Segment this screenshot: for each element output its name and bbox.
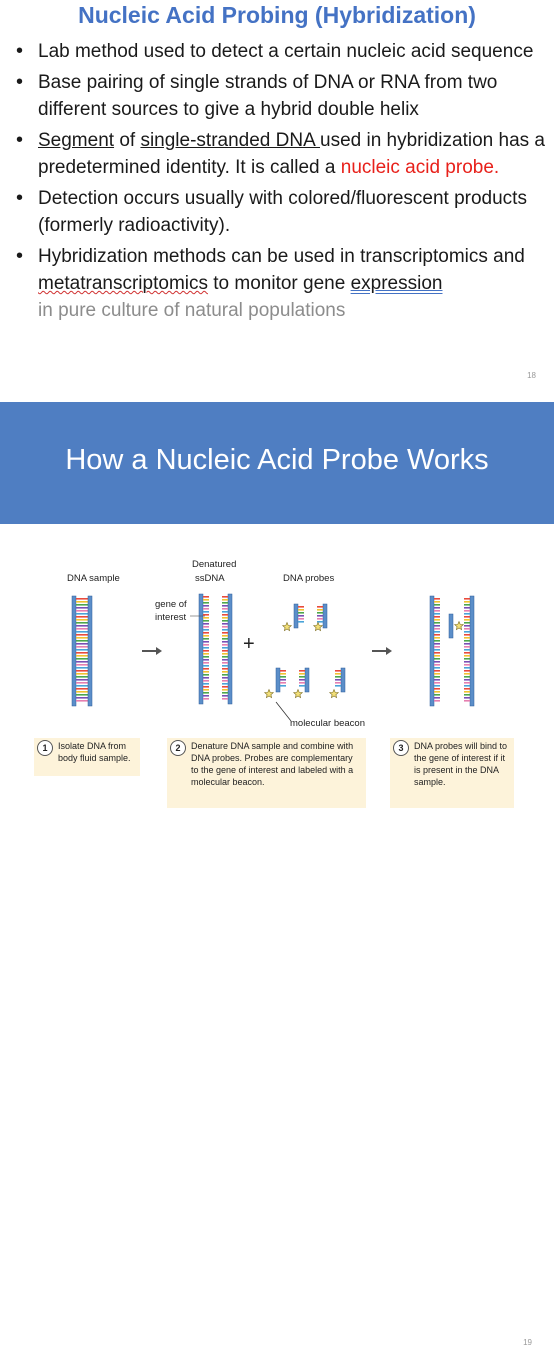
probe-bottom-3-rungs [335,685,341,687]
ssdna-right-rungs [222,596,228,598]
ssdna-left-rungs [203,629,209,631]
dna-sample-helix-rungs [76,637,88,639]
dna-sample-helix-rungs [76,661,88,663]
spellcheck-word: metatranscriptomics [38,273,208,294]
result-strand-2-rungs [464,658,470,660]
dna-sample-helix-rungs [76,652,88,654]
ssdna-right-rungs [222,638,228,640]
result-strand-2-rungs [464,634,470,636]
probe-top-2-rungs [317,615,323,617]
result-strand-rungs [434,661,440,663]
dna-sample-helix-rungs [76,610,88,612]
label-denatured: Denatured [192,559,237,570]
step-number: 1 [37,740,53,756]
underlined-text: single-stranded DNA [140,130,320,151]
ssdna-left-rungs [203,614,209,616]
ssdna-left-rungs [203,677,209,679]
step-text: DNA probes will bind to the gene of interest if it is present in the DNA sample. [414,741,508,787]
ssdna-left-rungs [203,686,209,688]
ssdna-right-rungs [222,662,228,664]
result-strand-rungs [434,628,440,630]
ssdna-right-rungs [222,641,228,643]
result-strand-2-rungs [464,640,470,642]
result-strand-rungs [434,655,440,657]
result-strand-rungs [434,670,440,672]
ssdna-right-strand [228,594,232,704]
bullet-text: to monitor gene [208,273,351,294]
result-strand-rungs [434,634,440,636]
ssdna-right-rungs [222,668,228,670]
bullet-text: Lab method used to detect a certain nucleic acid sequence [38,41,534,62]
dna-sample-helix-rungs [76,616,88,618]
ssdna-right-rungs [222,614,228,616]
ssdna-right-rungs [222,698,228,700]
ssdna-left-rungs [203,683,209,685]
result-strand-rungs [434,631,440,633]
result-strand-rungs [434,700,440,702]
ssdna-left-rungs [203,692,209,694]
result-strand-2-strand [470,596,474,706]
ssdna-left-rungs [203,659,209,661]
ssdna-left-rungs [203,599,209,601]
result-strand-rungs [434,601,440,603]
ssdna-right-rungs [222,644,228,646]
bound-probe [449,614,453,638]
result-strand-2-rungs [464,646,470,648]
result-strand-2-rungs [464,667,470,669]
result-strand-rungs [434,613,440,615]
result-strand-2-rungs [464,673,470,675]
probe-top-2-rungs [317,606,323,608]
result-strand-rungs [434,682,440,684]
step-number: 3 [393,740,409,756]
probe-top-1-rungs [298,615,304,617]
beacon-star [330,690,339,698]
result-strand-strand [430,596,434,706]
probe-bottom-2-rungs [299,679,305,681]
ssdna-left-rungs [203,623,209,625]
result-strand-2-rungs [464,622,470,624]
ssdna-right-rungs [222,656,228,658]
result-strand-2-rungs [464,616,470,618]
plus-sign: + [243,633,255,655]
ssdna-right-rungs [222,623,228,625]
ssdna-left-rungs [203,656,209,658]
faded-text: in pure culture of natural populations [38,300,346,321]
page-number: 18 [527,371,536,380]
dna-sample-helix-rungs [76,601,88,603]
probe-bottom-1-rungs [280,679,286,681]
result-strand-rungs [434,637,440,639]
probe-bottom-3-strand [341,668,345,692]
beacon-star [265,690,274,698]
ssdna-left-rungs [203,605,209,607]
result-strand-2-rungs [464,664,470,666]
result-strand-2-rungs [464,676,470,678]
arrow-step-2-head [386,647,392,655]
label-gene-of: gene of [155,599,187,610]
step-3-box [390,738,514,808]
ssdna-left-rungs [203,611,209,613]
dna-sample-helix-rungs [76,697,88,699]
result-strand-2-rungs [464,652,470,654]
probe-bottom-3-rungs [335,673,341,675]
result-strand-rungs [434,697,440,699]
ssdna-right-rungs [222,608,228,610]
bullet-item [10,38,545,65]
dna-sample-helix-rungs [76,673,88,675]
result-strand-rungs [434,649,440,651]
result-strand-2-rungs [464,691,470,693]
probe-top-2-rungs [317,609,323,611]
beacon-star [294,690,303,698]
bullet-text: of [114,130,141,151]
dna-sample-helix-rungs [76,670,88,672]
result-strand-2-rungs [464,697,470,699]
ssdna-left-rungs [203,608,209,610]
dna-sample-helix-rungs [76,679,88,681]
result-strand-rungs [434,598,440,600]
probe-bottom-1-rungs [280,673,286,675]
result-strand-2-rungs [464,598,470,600]
result-strand-rungs [434,694,440,696]
result-strand-rungs [434,691,440,693]
ssdna-right-rungs [222,599,228,601]
dna-sample-helix-rungs [76,643,88,645]
probe-top-1-rungs [298,609,304,611]
result-strand-2-rungs [464,601,470,603]
beacon-star [283,623,292,631]
probe-diagram [0,524,554,1347]
dna-sample-helix-rungs [76,688,88,690]
probe-top-1-rungs [298,621,304,623]
probe-top-1-strand [294,604,298,628]
beacon-star [314,623,323,631]
result-strand-rungs [434,673,440,675]
step-text: Isolate DNA from body fluid sample. [58,741,131,763]
result-strand-2-rungs [464,670,470,672]
dna-sample-helix-rungs [76,613,88,615]
result-strand-2-rungs [464,700,470,702]
ssdna-right-rungs [222,683,228,685]
bullet-item [10,127,545,181]
result-strand-2-rungs [464,613,470,615]
slide-title: Nucleic Acid Probing (Hybridization) [78,2,476,28]
bullet-item [10,243,545,324]
ssdna-left-strand [199,594,203,704]
ssdna-left-rungs [203,596,209,598]
result-strand-2-rungs [464,631,470,633]
probe-bottom-2-rungs [299,673,305,675]
dna-sample-helix-rungs [76,682,88,684]
probe-bottom-2-strand [305,668,309,692]
probe-bottom-2-rungs [299,685,305,687]
result-strand-rungs [434,604,440,606]
probe-bottom-1-rungs [280,676,286,678]
ssdna-left-rungs [203,620,209,622]
page-number: 19 [523,1338,532,1347]
result-strand-rungs [434,688,440,690]
ssdna-left-rungs [203,644,209,646]
result-strand-rungs [434,646,440,648]
ssdna-right-rungs [222,677,228,679]
bullet-text: Base pairing of single strands of DNA or RNA from two different sources to give a hybrid double helix [38,72,498,120]
dna-sample-helix-rungs [76,649,88,651]
dna-sample-helix-rungs [76,640,88,642]
dna-sample-helix-rungs [76,694,88,696]
bullet-item [10,69,545,123]
slide-18 [0,0,554,393]
probe-bottom-3-rungs [335,670,341,672]
label-molecular-beacon: molecular beacon [290,718,365,729]
ssdna-right-rungs [222,689,228,691]
ssdna-left-rungs [203,617,209,619]
result-strand-2-rungs [464,610,470,612]
dna-sample-helix-rungs [76,655,88,657]
ssdna-left-rungs [203,626,209,628]
arrow-step-1-head [156,647,162,655]
probe-bottom-1-rungs [280,685,286,687]
probe-top-1-rungs [298,612,304,614]
dna-sample-helix-rungs [76,685,88,687]
probe-bottom-1-strand [276,668,280,692]
probe-top-2-strand [323,604,327,628]
slide-title: How a Nucleic Acid Probe Works [65,444,489,476]
ssdna-left-rungs [203,650,209,652]
dna-sample-helix-rungs [76,646,88,648]
result-strand-rungs [434,607,440,609]
dna-sample-helix-rungs [76,691,88,693]
ssdna-right-rungs [222,695,228,697]
dna-sample-helix-rungs [76,607,88,609]
result-strand-2-rungs [464,643,470,645]
beacon-star [455,622,464,630]
bullet-text: used in hybridization has a predetermined identity. It is called a [38,130,545,178]
ssdna-right-rungs [222,635,228,637]
result-strand-2-rungs [464,694,470,696]
result-strand-2-rungs [464,604,470,606]
result-strand-rungs [434,667,440,669]
dna-sample-helix-rungs [76,658,88,660]
probe-bottom-3-rungs [335,682,341,684]
step-text: Denature DNA sample and combine with DNA probes. Probes are complementary to the gene of interest and labeled with a molecular beacon. [191,741,354,787]
ssdna-right-rungs [222,650,228,652]
ssdna-right-rungs [222,686,228,688]
ssdna-left-rungs [203,674,209,676]
ssdna-left-rungs [203,698,209,700]
dna-sample-helix-rungs [76,634,88,636]
bullet-text: Detection occurs usually with colored/fluorescent products (formerly radioactivity). [38,188,527,236]
underlined-text: Segment [38,130,115,151]
probe-bottom-3-rungs [335,676,341,678]
result-strand-rungs [434,622,440,624]
ssdna-left-rungs [203,653,209,655]
dna-sample-helix-rungs [76,604,88,606]
ssdna-left-rungs [203,695,209,697]
probe-bottom-2-rungs [299,682,305,684]
ssdna-right-rungs [222,620,228,622]
probe-bottom-3-rungs [335,679,341,681]
dna-sample-helix-rungs [76,676,88,678]
ssdna-right-rungs [222,653,228,655]
grammar-word: expression [350,273,443,294]
beacon-pointer-line [276,702,291,721]
result-strand-2-rungs [464,625,470,627]
ssdna-left-rungs [203,680,209,682]
result-strand-rungs [434,652,440,654]
bullet-item [10,185,545,239]
ssdna-right-rungs [222,692,228,694]
ssdna-right-rungs [222,617,228,619]
result-strand-2-rungs [464,637,470,639]
result-strand-rungs [434,658,440,660]
probe-top-2-rungs [317,612,323,614]
ssdna-right-rungs [222,602,228,604]
ssdna-right-rungs [222,680,228,682]
result-strand-rungs [434,610,440,612]
result-strand-rungs [434,616,440,618]
step-1-box [34,738,140,776]
label-interest: interest [155,612,187,623]
ssdna-left-rungs [203,602,209,604]
ssdna-left-rungs [203,671,209,673]
result-strand-rungs [434,664,440,666]
result-strand-2-rungs [464,607,470,609]
ssdna-left-rungs [203,635,209,637]
result-strand-2-rungs [464,661,470,663]
result-strand-2-rungs [464,685,470,687]
dna-sample-helix-rungs [76,667,88,669]
result-strand-rungs [434,640,440,642]
dna-sample-helix-rungs [76,700,88,702]
dna-sample-helix-rungs [76,622,88,624]
result-strand-2-rungs [464,649,470,651]
result-strand-rungs [434,679,440,681]
dna-sample-helix-rungs [76,664,88,666]
ssdna-left-rungs [203,641,209,643]
probe-bottom-2-rungs [299,670,305,672]
probe-bottom-1-rungs [280,670,286,672]
bullet-text: Hybridization methods can be used in transcriptomics and [38,246,525,267]
label-dna-probes: DNA probes [283,573,335,584]
dna-sample-helix-rungs [76,598,88,600]
dna-sample-helix-rungs [76,628,88,630]
ssdna-right-rungs [222,665,228,667]
ssdna-left-rungs [203,638,209,640]
ssdna-right-rungs [222,611,228,613]
result-strand-rungs [434,676,440,678]
result-strand-rungs [434,643,440,645]
step-number: 2 [170,740,186,756]
ssdna-right-rungs [222,674,228,676]
result-strand-2-rungs [464,628,470,630]
result-strand-2-rungs [464,619,470,621]
label-ssdna: ssDNA [195,573,225,584]
bullet-list [10,38,545,328]
ssdna-right-rungs [222,626,228,628]
ssdna-right-rungs [222,632,228,634]
label-dna-sample: DNA sample [67,573,120,584]
result-strand-rungs [434,685,440,687]
slide-19-header [0,402,554,524]
dna-sample-helix-strand-left [72,596,76,706]
probe-bottom-1-rungs [280,682,286,684]
dna-sample-helix-rungs [76,625,88,627]
ssdna-right-rungs [222,605,228,607]
ssdna-left-rungs [203,632,209,634]
result-strand-2-rungs [464,679,470,681]
ssdna-left-rungs [203,647,209,649]
step-2-box [167,738,366,808]
result-strand-2-rungs [464,688,470,690]
dna-sample-helix-rungs [76,631,88,633]
ssdna-left-rungs [203,689,209,691]
result-strand-rungs [434,619,440,621]
result-strand-rungs [434,625,440,627]
ssdna-right-rungs [222,629,228,631]
probe-top-1-rungs [298,618,304,620]
highlighted-term: nucleic acid probe. [340,157,500,178]
probe-bottom-2-rungs [299,676,305,678]
probe-top-1-rungs [298,606,304,608]
result-strand-2-rungs [464,655,470,657]
ssdna-right-rungs [222,671,228,673]
ssdna-left-rungs [203,662,209,664]
ssdna-right-rungs [222,647,228,649]
dna-sample-helix-rungs [76,619,88,621]
probe-top-2-rungs [317,618,323,620]
ssdna-left-rungs [203,665,209,667]
dna-sample-helix-strand-right [88,596,92,706]
ssdna-left-rungs [203,668,209,670]
result-strand-2-rungs [464,682,470,684]
ssdna-right-rungs [222,659,228,661]
